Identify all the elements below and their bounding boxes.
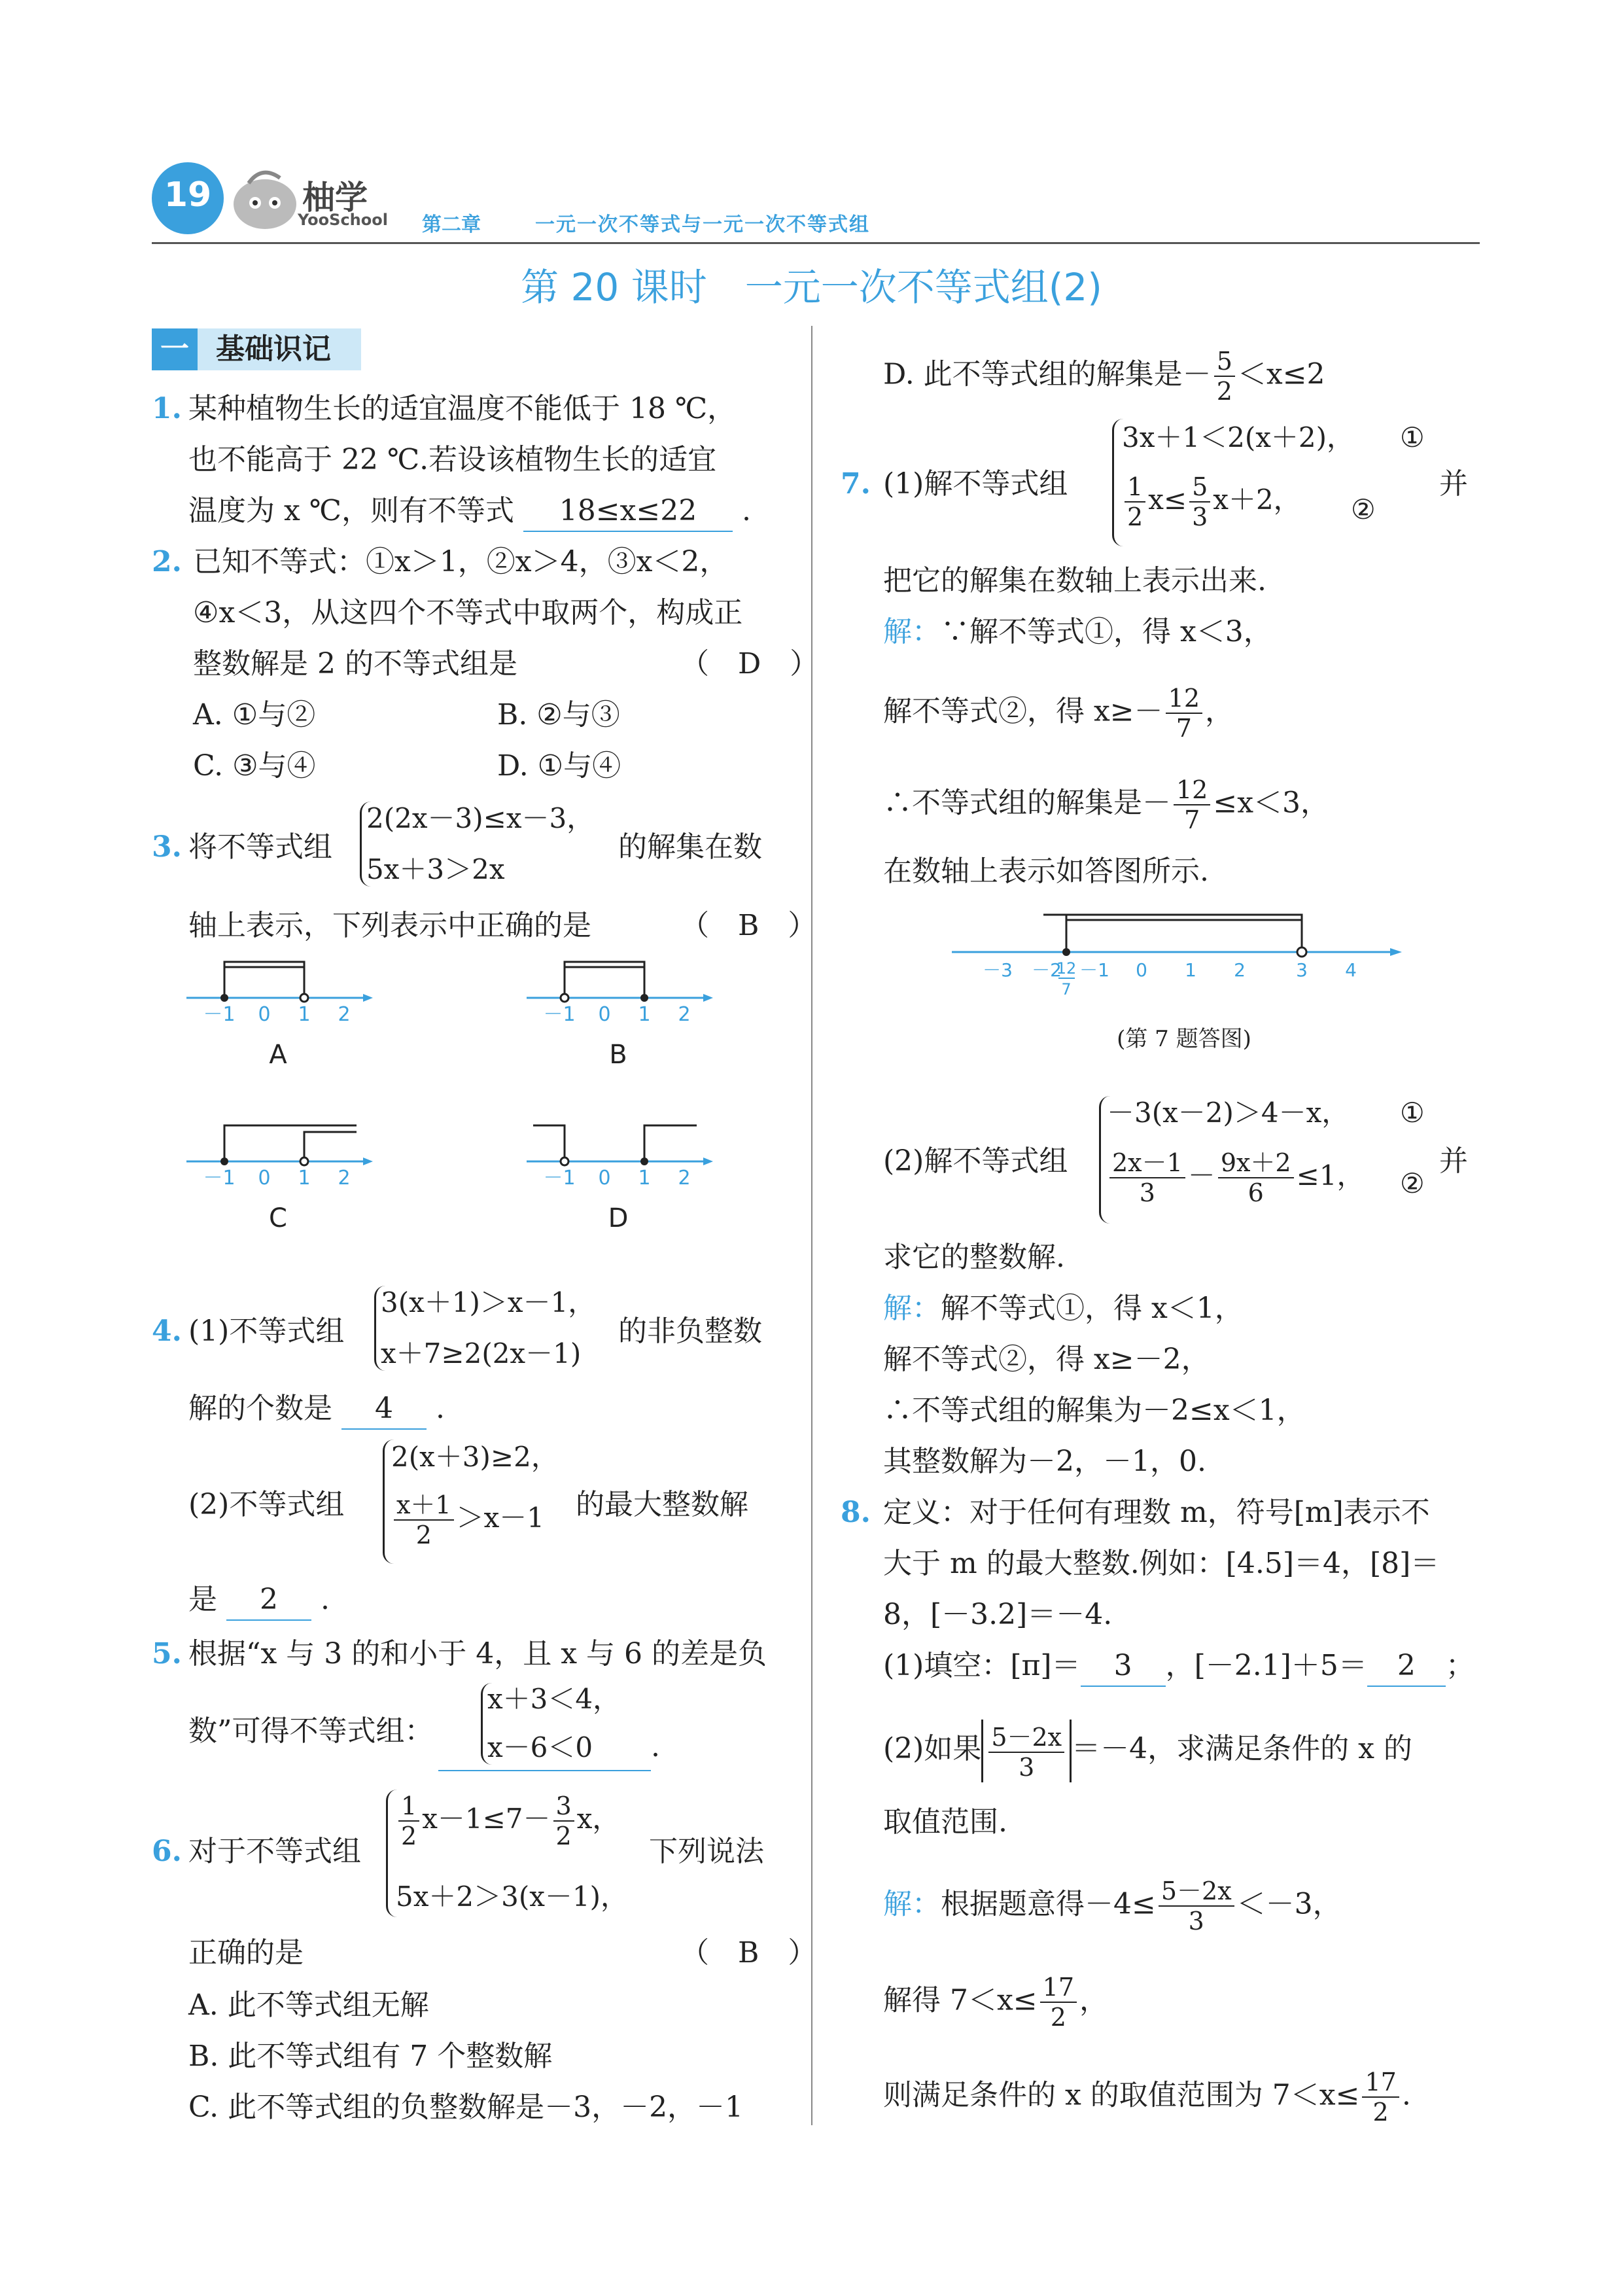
svg-text:0: 0 (598, 1003, 611, 1026)
q3-numberline-d (527, 1125, 713, 1233)
svg-text:1: 1 (638, 1003, 651, 1026)
q6-option-d-text: D. 此不等式组的解集是－ (883, 357, 1212, 391)
svg-text:1: 1 (298, 1003, 311, 1026)
q6-frac-2-num: 3 (553, 1792, 574, 1822)
svg-text:1: 1 (638, 1167, 651, 1190)
q7-answer-numberline (952, 903, 1410, 1001)
q4-p1-eq2: x＋7≥2(2x－1) (381, 1337, 582, 1369)
q2-option-b: B. ②与③ (497, 698, 620, 732)
q4-p2-line2 (188, 1580, 330, 1621)
q7-p2-solution-1-text: 解不等式①，得 x＜1， (941, 1292, 1244, 1325)
q4-p1-eq1: 3(x＋1)＞x－1， (381, 1286, 596, 1318)
q6-option-d-num: 5 (1214, 347, 1235, 377)
q4-p1-end: . (436, 1392, 445, 1425)
logo-subtext: YooSchool (298, 211, 388, 229)
q8-p2-floor (981, 1720, 1072, 1782)
q6-option-c: C. 此不等式组的负整数解是－3，－2，－1 (188, 2091, 744, 2124)
q8-solution-2-num: 17 (1040, 1973, 1077, 2003)
q6-option-a: A. 此不等式组无解 (188, 1988, 429, 2022)
chapter-title: 一元一次不等式与一元一次不等式组 (535, 213, 870, 236)
q8-line3: 8，[－3.2]＝－4. (883, 1598, 1113, 1631)
q4-p2-eq2 (391, 1491, 544, 1549)
q7-solution-1-text: ∵解不等式①，得 x＜3， (941, 615, 1272, 648)
q4-p2-frac-den: 2 (415, 1521, 432, 1549)
q7-solution-3-end: ≤x＜3， (1213, 786, 1330, 820)
q7-p2-pre: (2)解不等式组 (883, 1144, 1068, 1178)
q7-p2-bing: 并 (1439, 1144, 1468, 1178)
q7-tick-3: 3 (1296, 959, 1308, 981)
q7-p2-frac-2-den: 6 (1248, 1178, 1264, 1207)
q7-solution-3-text: ∴不等式组的解集是－ (883, 786, 1171, 820)
q7-solution-3-den: 7 (1184, 805, 1200, 834)
svg-text:0: 0 (598, 1167, 611, 1190)
q8-p2-frac-den: 3 (1019, 1753, 1035, 1782)
q7-p1-eq2-tag: ② (1351, 493, 1376, 525)
q7-solution-2-num: 12 (1166, 684, 1202, 714)
svg-text:1: 1 (298, 1167, 311, 1190)
q3-line2: 轴上表示，下列表示中正确的是 (188, 909, 591, 942)
q6-line2: 正确的是 (188, 1936, 304, 1969)
q7-solution-2-den: 7 (1176, 714, 1192, 743)
q7-p1-eq1: 3x＋1＜2(x＋2)， (1122, 421, 1355, 453)
q7-solution-2-frac (1166, 684, 1202, 743)
svg-text:0: 0 (258, 1167, 271, 1190)
q8-p2-frac-num: 5－2x (988, 1723, 1064, 1753)
q3-label-c: C (269, 1203, 287, 1233)
q7-p1-eq2-rest: x＋2， (1213, 484, 1301, 516)
q8-solution-3-text: 则满足条件的 x 的取值范围为 7＜x≤ (883, 2078, 1360, 2112)
q7-p1-frac-2-num: 5 (1189, 472, 1210, 503)
q6-eq1-mid: x－1≤7－ (422, 1803, 551, 1835)
q5-eq2: x－6＜0 (487, 1731, 593, 1763)
q4-p2-end: . (321, 1583, 330, 1616)
q7-p2-solution-label: 解： (883, 1292, 941, 1325)
q5-end: . (651, 1730, 660, 1763)
q4-p2-answer: 2 (226, 1580, 311, 1621)
q4-p1-line2-text: 解的个数是 (188, 1392, 332, 1425)
q1-answer: 18≤x≤22 (523, 491, 733, 532)
q4-p2-pre: (2)不等式组 (188, 1488, 345, 1521)
q7-p2-solution-4: 其整数解为－2，－1，0. (883, 1445, 1206, 1478)
q3-numberline-b (527, 962, 713, 1070)
mascot-icon (229, 165, 301, 230)
q7-p1-frac-1-num: 1 (1125, 472, 1145, 503)
q7-tick-mark-num: 12 (1056, 959, 1077, 978)
q8-p1-answer-1: 3 (1081, 1646, 1166, 1687)
q5-eq1: x＋3＜4， (487, 1683, 621, 1715)
q8-p1-answer-2: 2 (1367, 1646, 1446, 1687)
q8-solution-1-frac (1159, 1877, 1234, 1935)
column-divider (811, 326, 812, 2125)
q7-p2-line2: 求它的整数解. (883, 1241, 1065, 1274)
q3-numberline-a (186, 962, 373, 1070)
q3-pre: 将不等式组 (188, 830, 332, 864)
q7-p2-frac-1 (1109, 1148, 1185, 1207)
svg-text:0: 0 (258, 1003, 271, 1026)
q6-post: 下列说法 (649, 1835, 764, 1868)
q7-p2-eq1: －3(x－2)＞4－x， (1107, 1097, 1350, 1129)
q7-solution-3 (883, 775, 1329, 834)
q3-post: 的解集在数 (618, 830, 762, 864)
q7-p1-bing: 并 (1439, 467, 1468, 501)
q1-end: . (742, 494, 752, 527)
q3-label-a: A (269, 1040, 287, 1070)
q8-p2-rest: ＝－4，求满足条件的 x 的 (1072, 1732, 1412, 1765)
q7-p1-eq1-tag: ① (1400, 421, 1425, 453)
q8-p1-mid: ，[－2.1]＋5＝ (1165, 1649, 1367, 1682)
q8-p1-end: ； (1445, 1649, 1475, 1682)
page-number: 19 (164, 175, 212, 215)
q7-tick-1: 1 (1185, 959, 1196, 981)
q4-p2-eq1: 2(x＋3)≥2， (391, 1441, 559, 1473)
q3-options-figure (177, 949, 739, 1256)
q7-p2-frac-2 (1218, 1148, 1294, 1207)
q1-line3 (188, 491, 751, 532)
q7-tick-0: 0 (1136, 959, 1147, 981)
q5-line2: 数”可得不等式组： (188, 1714, 434, 1748)
q3-answer: （ B ） (680, 909, 817, 942)
q8-p2-frac (988, 1723, 1064, 1782)
q8-solution-3 (883, 2068, 1411, 2127)
q4-p1-line2 (188, 1389, 445, 1430)
q6-option-d-rest: ＜x≤2 (1237, 357, 1325, 391)
q1-line2: 也不能高于 22 ℃.若设该植物生长的适宜 (188, 443, 717, 476)
svg-text:2: 2 (678, 1003, 691, 1026)
q7-p2-eq2-rest: ≤1， (1296, 1159, 1365, 1192)
q8-solution-3-end: . (1401, 2078, 1411, 2112)
q8-number: 8. (841, 1496, 871, 1529)
svg-text:－1: －1 (203, 1003, 236, 1026)
q4-p1-post: 的非负整数 (618, 1315, 762, 1348)
q8-solution-2-frac (1040, 1973, 1077, 2032)
q4-p2-post: 的最大整数解 (576, 1488, 748, 1521)
q2-option-d: D. ①与④ (497, 749, 621, 783)
q7-tick-2: 2 (1234, 959, 1246, 981)
q6-frac-2 (553, 1792, 574, 1850)
q4-p2-eq2-rest: ＞x－1 (456, 1502, 545, 1534)
q3-eq2: 5x＋3＞2x (366, 853, 505, 885)
q3-label-d: D (608, 1203, 629, 1233)
q8-line1: 定义：对于任何有理数 m，符号[m]表示不 (883, 1496, 1430, 1529)
q3-number: 3. (152, 830, 182, 864)
q8-p1-text: (1)填空：[π]＝ (883, 1649, 1081, 1682)
q4-p2-frac-num: x＋1 (394, 1491, 454, 1521)
q7-solution-4: 在数轴上表示如答图所示. (883, 855, 1209, 888)
svg-text:2: 2 (338, 1003, 351, 1026)
q8-solution-1 (883, 1877, 1342, 1935)
q2-line1: 已知不等式：①x＞1，②x＞4，③x＜2， (193, 545, 729, 578)
q6-frac-1-den: 2 (401, 1822, 417, 1850)
svg-text:－1: －1 (543, 1167, 576, 1190)
q8-solution-2 (883, 1973, 1108, 2032)
q6-option-b: B. 此不等式组有 7 个整数解 (188, 2040, 553, 2073)
q2-line3: 整数解是 2 的不等式组是 (193, 647, 517, 680)
q2-line2: ④x＜3，从这四个不等式中取两个，构成正 (193, 596, 743, 629)
logo-text: 柚学 (302, 179, 368, 217)
q8-solution-2-text: 解得 7＜x≤ (883, 1983, 1038, 2017)
q7-p1-frac-1-den: 2 (1127, 503, 1143, 531)
q5-answer-line (438, 1770, 651, 1771)
q7-p2-solution-1 (883, 1289, 1244, 1328)
svg-text:－1: －1 (543, 1003, 576, 1026)
q7-p1-frac-2 (1189, 472, 1210, 531)
q5-number: 5. (152, 1637, 182, 1670)
q7-p2-solution-2: 解不等式②，得 x≥－2， (883, 1343, 1210, 1376)
q7-figure-caption: (第 7 题答图) (1117, 1026, 1251, 1052)
q7-p1-frac-1 (1125, 472, 1145, 531)
q1-line3-text: 温度为 x ℃，则有不等式 (188, 494, 515, 527)
q4-p2-frac (394, 1491, 454, 1549)
q6-number: 6. (152, 1835, 182, 1868)
q7-solution-1 (883, 612, 1272, 652)
q8-solution-1-end: ＜－3， (1236, 1887, 1342, 1921)
q7-p2-eq1-tag: ① (1400, 1097, 1425, 1129)
q7-tick-4: 4 (1345, 959, 1357, 981)
q8-p2-text: (2)如果 (883, 1732, 982, 1765)
q6-frac-1 (398, 1792, 419, 1850)
q4-number: 4. (152, 1315, 182, 1348)
q6-answer: （ B ） (680, 1936, 817, 1969)
q1-number: 1. (152, 392, 182, 425)
q7-p1-eq2: $\frac{1}{2}$ x≤ $\frac{5}{3}$ x＋2， (1122, 472, 1301, 531)
q8-line2: 大于 m 的最大整数.例如：[4.5]＝4，[8]＝ (883, 1547, 1440, 1580)
q7-p2-eq2: $\frac{2x-1}{3}$ － $\frac{9x+2}{6}$ ≤1， (1107, 1148, 1365, 1207)
q2-answer: （ D ） (680, 647, 819, 680)
q7-p1-line2: 把它的解集在数轴上表示出来. (883, 564, 1266, 597)
svg-text:2: 2 (678, 1167, 691, 1190)
q8-p2 (883, 1718, 1412, 1782)
q6-eq1-end: x， (576, 1803, 620, 1835)
q8-solution-1-num: 5－2x (1159, 1877, 1234, 1907)
lesson-title: 第 20 课时 一元一次不等式组(2) (521, 265, 1102, 309)
chapter-label: 第二章 (422, 213, 481, 236)
q1-line1: 某种植物生长的适宜温度不能低于 18 ℃， (188, 392, 737, 425)
svg-text:－1: －1 (203, 1167, 236, 1190)
q6-option-d (883, 347, 1325, 406)
q7-p1-frac-2-den: 3 (1192, 503, 1208, 531)
q7-p1-pre: (1)解不等式组 (883, 467, 1068, 501)
q4-p1-pre: (1)不等式组 (188, 1315, 345, 1348)
q7-solution-3-frac (1174, 775, 1210, 834)
q2-option-c: C. ③与④ (193, 749, 316, 783)
q6-option-d-den: 2 (1216, 377, 1232, 406)
q8-p2-line2: 取值范围. (883, 1805, 1007, 1839)
q7-solution-2-end: ， (1205, 694, 1234, 728)
q2-number: 2. (152, 545, 182, 578)
q8-solution-1-text: 根据题意得－4≤ (941, 1887, 1156, 1921)
q2-option-a: A. ①与② (193, 698, 316, 732)
q8-solution-1-den: 3 (1188, 1907, 1204, 1935)
q7-tick-mark-den: 7 (1061, 980, 1072, 998)
q6-frac-1-num: 1 (398, 1792, 419, 1822)
section-title: 基础识记 (216, 332, 331, 366)
q7-solution-2 (883, 684, 1234, 743)
q8-solution-3-num: 17 (1362, 2068, 1399, 2098)
q8-solution-2-end: ， (1079, 1983, 1109, 2017)
q7-p2-eq2-tag: ② (1400, 1167, 1425, 1199)
section-badge-number: 一 (152, 328, 198, 370)
q7-p2-solution-3: ∴不等式组的解集为－2≤x＜1， (883, 1394, 1306, 1427)
q3-label-b: B (609, 1040, 627, 1070)
q6-frac-2-den: 2 (555, 1822, 572, 1850)
q3-numberline-c (186, 1125, 373, 1233)
q8-solution-2-den: 2 (1050, 2003, 1066, 2032)
svg-text:2: 2 (338, 1167, 351, 1190)
q7-tick-m2: －2 (1032, 959, 1062, 981)
q7-tick-m3: －3 (983, 959, 1013, 981)
q7-solution-2-text: 解不等式②，得 x≥－ (883, 694, 1163, 728)
q8-solution-label: 解： (883, 1887, 941, 1921)
q5-line1: 根据“x 与 3 的和小于 4，且 x 与 6 的差是负 (188, 1637, 767, 1670)
q7-solution-label: 解： (883, 615, 941, 648)
q4-p2-line2-text: 是 (188, 1583, 217, 1616)
q7-p2-frac-2-num: 9x＋2 (1218, 1148, 1294, 1178)
q7-number: 7. (841, 467, 871, 501)
q7-solution-3-num: 12 (1174, 775, 1210, 805)
q6-option-d-frac (1214, 347, 1235, 406)
q8-p1 (883, 1646, 1475, 1687)
q7-tick-m1: －1 (1079, 959, 1109, 981)
q6-eq2: 5x＋2＞3(x－1)， (396, 1881, 629, 1913)
q8-solution-3-frac (1362, 2068, 1399, 2127)
q6-pre: 对于不等式组 (188, 1835, 361, 1868)
q6-eq1 (396, 1792, 620, 1850)
q7-p2-frac-1-num: 2x－1 (1109, 1148, 1185, 1178)
q4-p1-answer: 4 (341, 1389, 427, 1430)
header-rule (152, 242, 1480, 244)
q8-solution-3-den: 2 (1372, 2098, 1389, 2127)
q3-eq1: 2(2x－3)≤x－3， (366, 802, 595, 834)
q7-p2-frac-1-den: 3 (1139, 1178, 1155, 1207)
